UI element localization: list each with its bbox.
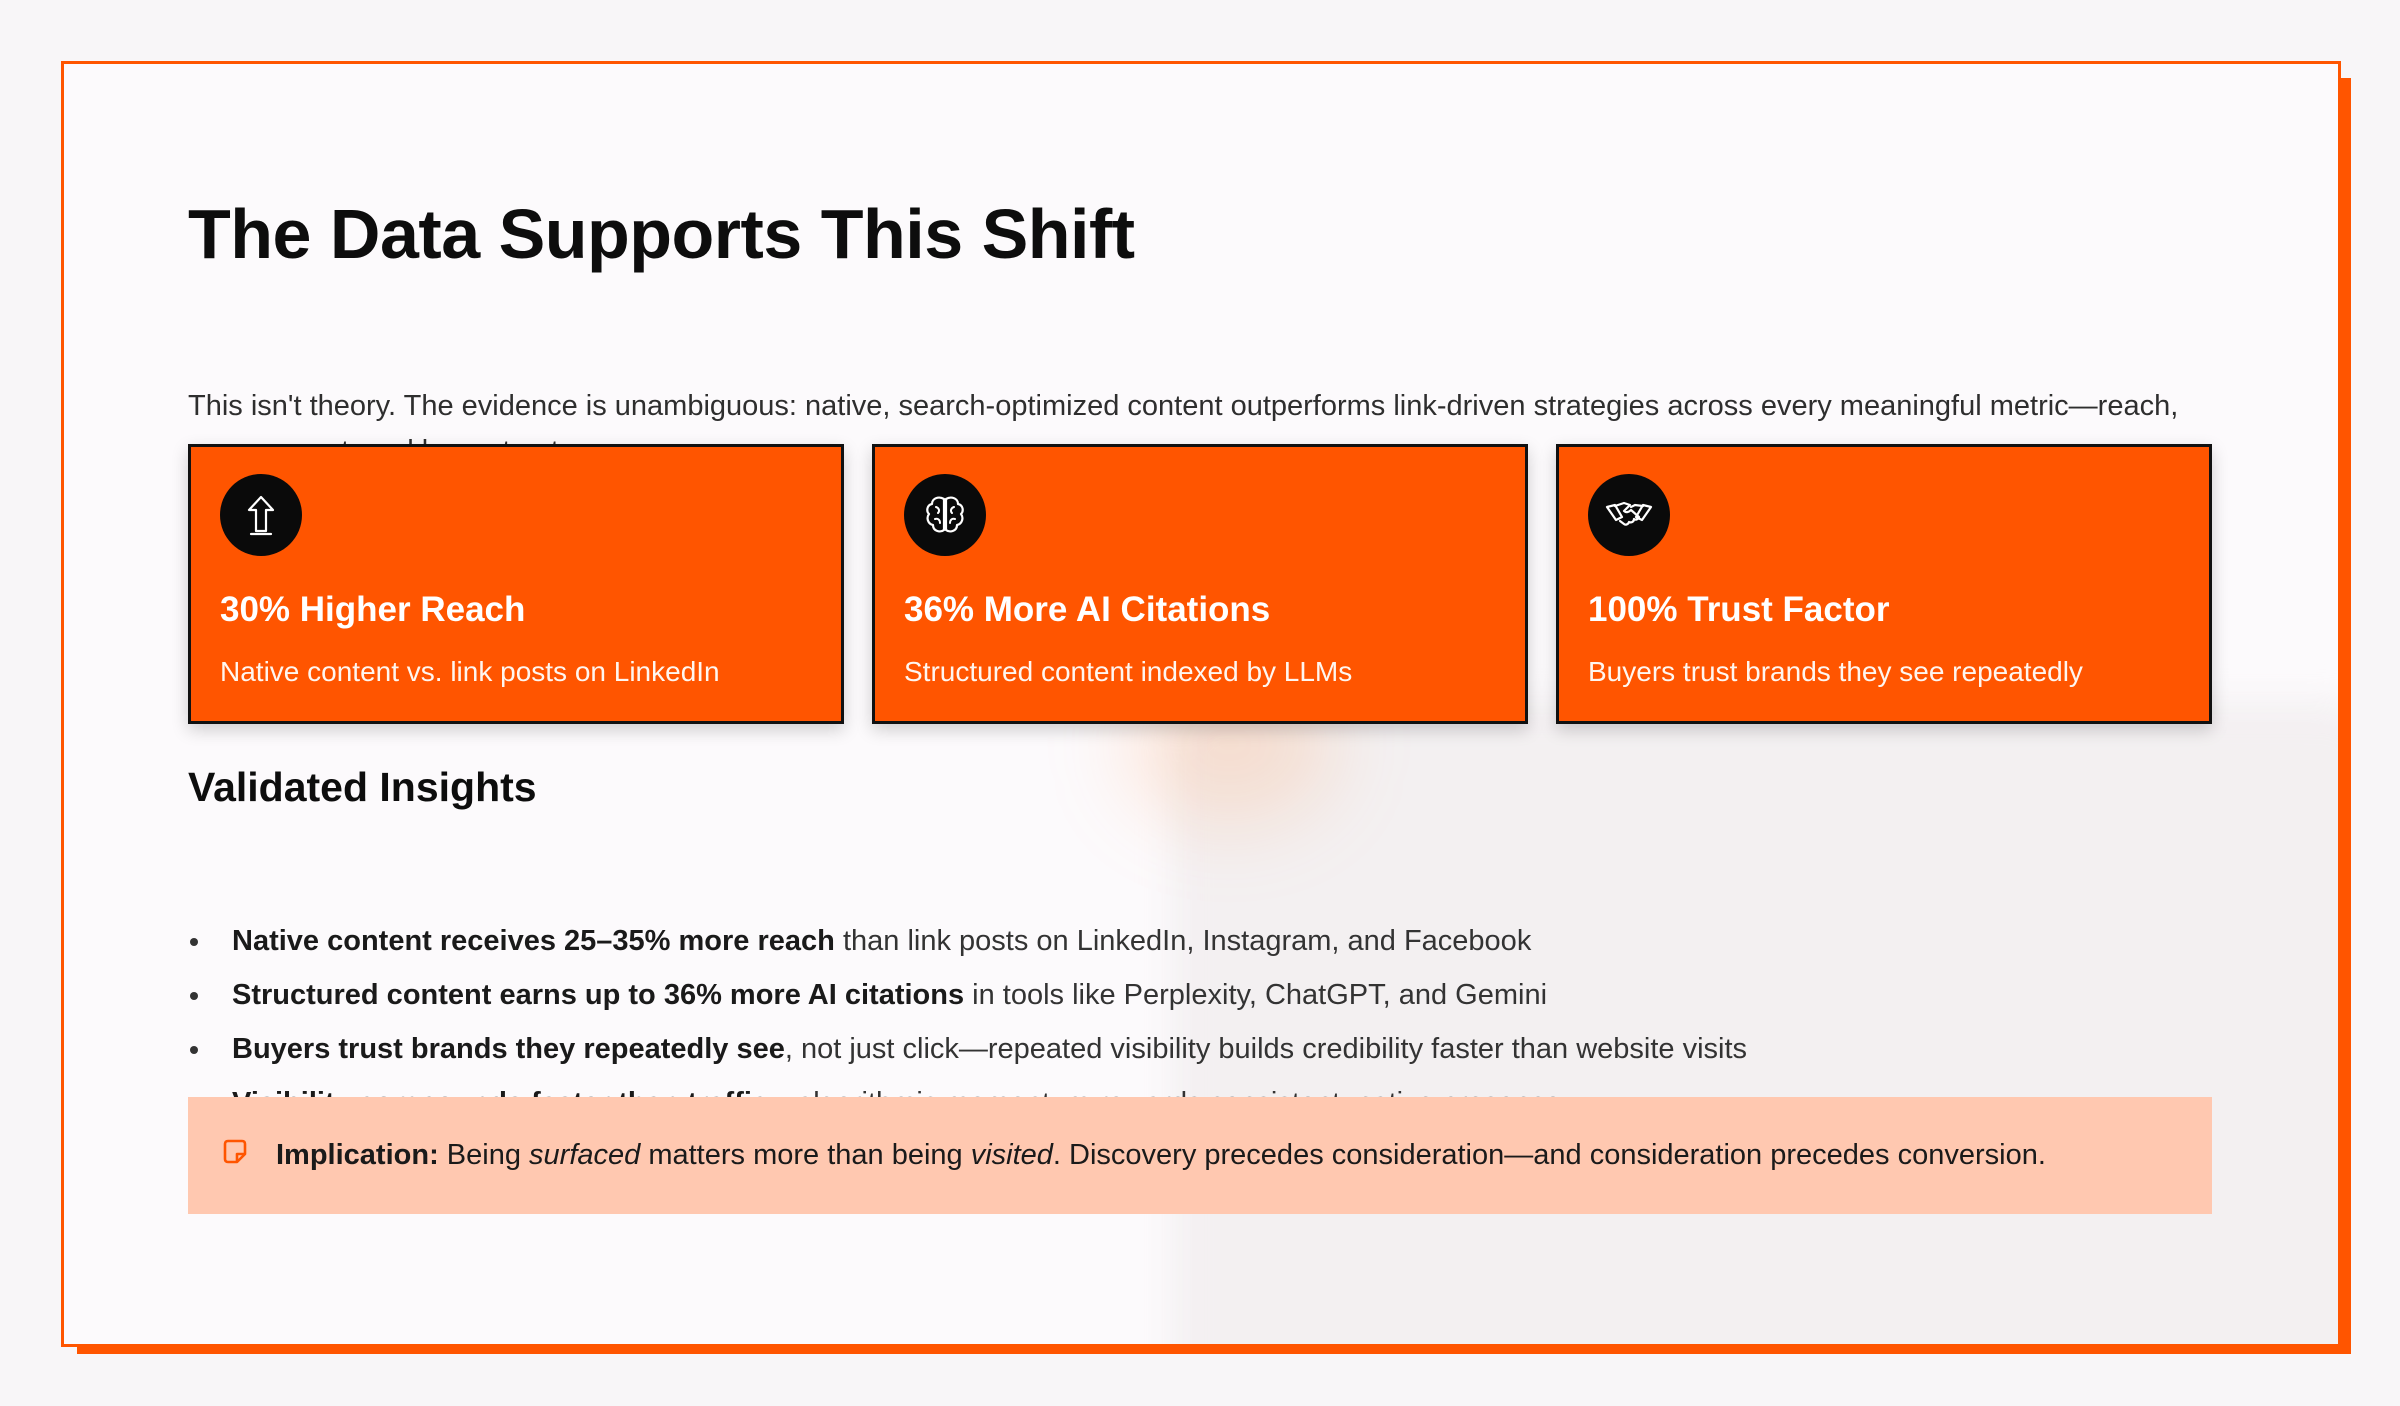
insight-bold: Structured content earns up to 36% more AI citations: [232, 979, 965, 1011]
list-item: [188, 919, 1747, 973]
stat-card-subtitle: Buyers trust brands they see repeatedly: [1588, 656, 2083, 687]
slide: [61, 61, 2341, 1347]
insight-text: than link posts on LinkedIn, Instagram, and Facebook: [834, 925, 1532, 957]
stat-card-citations: [872, 444, 1528, 724]
implication-part: matters more than being: [640, 1139, 971, 1171]
list-item: [188, 973, 1747, 1027]
stat-card-title: 30% Higher Reach: [220, 590, 526, 629]
implication-callout: [188, 1097, 2212, 1214]
list-item: [188, 1027, 1747, 1081]
slide-title: The Data Supports This Shift: [188, 195, 1135, 273]
implication-label: Implication:: [276, 1139, 439, 1171]
implication-part: . Discovery precedes consideration—and consideration precedes conversion.: [1052, 1139, 2046, 1171]
insight-bold: Buyers trust brands they repeatedly see: [232, 1033, 785, 1065]
stat-card-subtitle: Native content vs. link posts on LinkedIn: [220, 656, 720, 687]
handshake-icon: [1588, 474, 1670, 556]
implication-text: [276, 1133, 2046, 1177]
stat-card-subtitle: Structured content indexed by LLMs: [904, 656, 1353, 687]
note-icon: [221, 1138, 249, 1171]
slide-content: [64, 64, 2338, 1344]
brain-icon: [904, 474, 986, 556]
implication-part: Being: [438, 1139, 530, 1171]
stat-card-reach: [188, 444, 844, 724]
stat-card-title: 36% More AI Citations: [904, 590, 1271, 629]
insights-heading: Validated Insights: [188, 764, 537, 810]
slide-intro: This isn't theory. The evidence is unambiguous: native, search-optimized content outperforms link-driven strategies across every meaningful metric—reach,: [188, 390, 2179, 422]
implication-emphasis: surfaced: [529, 1139, 641, 1171]
stat-card-trust: [1556, 444, 2212, 724]
insight-bold: Native content receives 25–35% more reach: [232, 925, 835, 957]
implication-emphasis: visited: [970, 1139, 1053, 1171]
stat-card-title: 100% Trust Factor: [1588, 590, 1890, 629]
insight-text: in tools like Perplexity, ChatGPT, and Gemini: [964, 979, 1548, 1011]
insight-text: , not just click—repeated visibility builds credibility faster than website visits: [784, 1033, 1748, 1065]
arrow-up-icon: [220, 474, 302, 556]
